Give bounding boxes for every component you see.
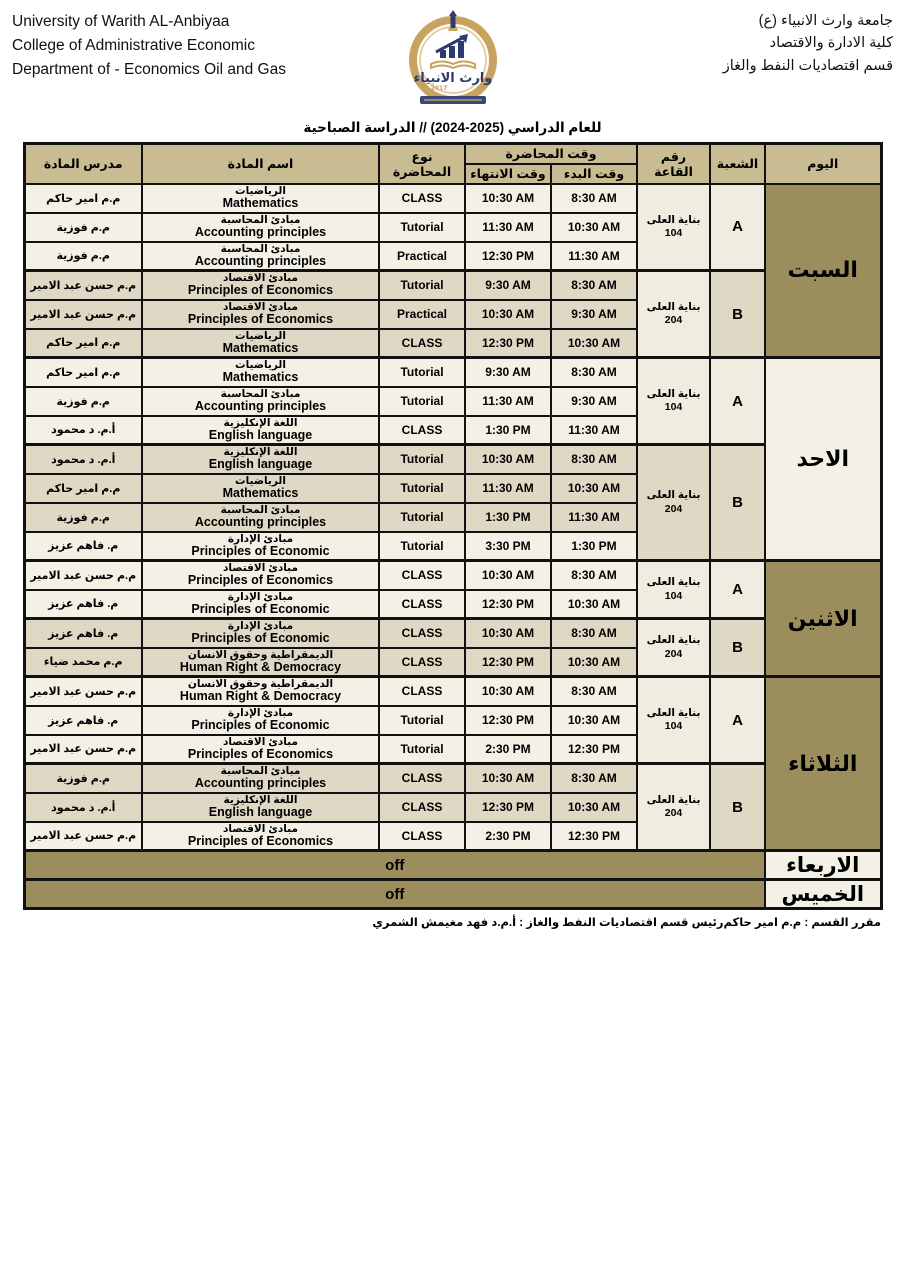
- end-time-cell: 12:30 PM: [465, 706, 551, 735]
- section-cell: A: [710, 677, 765, 764]
- start-time-cell: 10:30 AM: [551, 590, 637, 619]
- department-name-en: Department of - Economics Oil and Gas: [12, 61, 286, 79]
- university-emblem-icon: [398, 10, 508, 106]
- lecture-type-cell: Tutorial: [379, 706, 465, 735]
- off-cell: off: [24, 851, 765, 880]
- end-time-cell: 1:30 PM: [465, 503, 551, 532]
- room-number: 104: [664, 401, 683, 413]
- lecture-type-cell: Tutorial: [379, 213, 465, 242]
- subject-cell: [142, 184, 379, 213]
- logo-calligraphy: وارث الانبياء: [413, 71, 492, 86]
- lecture-type-cell: CLASS: [379, 329, 465, 358]
- section-cell: B: [710, 764, 765, 851]
- room-cell: [637, 271, 710, 358]
- section-cell: A: [710, 358, 765, 445]
- end-time-cell: 1:30 PM: [465, 416, 551, 445]
- subject-cell: [142, 706, 379, 735]
- room-building: بناية العلى: [646, 576, 701, 589]
- start-time-cell: 8:30 AM: [551, 184, 637, 213]
- start-time-cell: 8:30 AM: [551, 358, 637, 387]
- start-time-cell: 8:30 AM: [551, 445, 637, 474]
- day-cell-thursday: الخميس: [765, 880, 881, 909]
- subject-arabic: الديمقراطية وحقوق الانسان: [187, 648, 334, 661]
- university-logo: [393, 10, 513, 106]
- subject-cell: [142, 358, 379, 387]
- room-cell: [637, 619, 710, 677]
- subject-cell: [142, 271, 379, 300]
- schedule-row: [24, 184, 881, 213]
- start-time-cell: 11:30 AM: [551, 242, 637, 271]
- room-number: 204: [664, 647, 683, 660]
- section-cell: B: [710, 445, 765, 561]
- subject-english: Accounting principles: [194, 515, 327, 530]
- lecture-type-cell: CLASS: [379, 677, 465, 706]
- subject-english: Accounting principles: [194, 776, 327, 791]
- start-time-cell: 10:30 AM: [551, 213, 637, 242]
- end-time-cell: 10:30 AM: [465, 677, 551, 706]
- column-header-subject: اسم المادة: [142, 144, 379, 184]
- subject-arabic: مبادئ الاقتصاد: [223, 562, 298, 575]
- section-cell: A: [710, 561, 765, 619]
- subject-arabic: الديمقراطية وحقوق الانسان: [187, 678, 334, 691]
- subject-arabic: مبادئ المحاسبة: [220, 504, 301, 517]
- subject-english: Principles of Economic: [191, 718, 330, 733]
- subject-cell: [142, 735, 379, 764]
- lecture-type-cell: CLASS: [379, 648, 465, 677]
- schedule-row: [24, 677, 881, 706]
- schedule-title: للعام الدراسي (2025-2024) // الدراسة الصباحية: [303, 120, 602, 135]
- subject-cell: [142, 561, 379, 590]
- start-time-cell: 8:30 AM: [551, 561, 637, 590]
- subject-arabic: الرياضيات: [235, 475, 286, 488]
- room-cell: [637, 561, 710, 619]
- subject-english: Principles of Economic: [191, 543, 330, 558]
- subject-arabic: مبادئ المحاسبة: [220, 388, 301, 401]
- document-header: [0, 0, 905, 106]
- day-cell-tuesday: الثلاثاء: [765, 677, 881, 851]
- department-chair-signature: رئيس قسم اقتصاديات النفط والغاز : أ.م.د فهد مغيمش الشمري: [372, 917, 724, 929]
- day-cell-wednesday: الاربعاء: [765, 851, 881, 880]
- subject-english: Accounting principles: [194, 225, 327, 240]
- subject-cell: [142, 387, 379, 416]
- subject-cell: [142, 793, 379, 822]
- arabic-header-block: [563, 10, 893, 77]
- teacher-cell: م.م فوزية: [24, 387, 142, 416]
- end-time-cell: 3:30 PM: [465, 532, 551, 561]
- department-name-ar: قسم اقتصاديات النفط والغاز: [722, 57, 893, 74]
- room-building: بناية العلى: [646, 387, 701, 400]
- room-number: 104: [664, 720, 683, 732]
- column-header-end-time: وقت الانتهاء: [465, 164, 551, 184]
- room-number: 104: [664, 226, 683, 239]
- teacher-cell: أ.م. د محمود: [24, 793, 142, 822]
- room-building: بناية العلى: [646, 300, 701, 313]
- teacher-cell: م.م امير حاكم: [24, 474, 142, 503]
- room-building: بناية العلى: [646, 213, 701, 226]
- subject-arabic: مبادئ الإدارة: [227, 707, 294, 720]
- subject-cell: [142, 764, 379, 793]
- lecture-type-cell: Tutorial: [379, 271, 465, 300]
- end-time-cell: 10:30 AM: [465, 619, 551, 648]
- room-number: 204: [664, 502, 683, 515]
- subject-english: Principles of Economic: [191, 631, 330, 646]
- subject-english: Accounting principles: [194, 399, 327, 414]
- room-number: 204: [664, 314, 683, 326]
- column-header-time-group: وقت المحاضرة: [465, 144, 637, 164]
- subject-arabic: مبادئ المحاسبة: [220, 242, 301, 255]
- subject-english: Principles of Economic: [191, 601, 330, 616]
- start-time-cell: 10:30 AM: [551, 474, 637, 503]
- subject-arabic: اللغة الإنكليزية: [223, 446, 298, 459]
- wednesday-off-row: [24, 851, 881, 880]
- subject-cell: [142, 300, 379, 329]
- teacher-cell: م.م حسن عبد الامير: [24, 561, 142, 590]
- teacher-cell: م.م حسن عبد الامير: [24, 822, 142, 851]
- section-cell: B: [710, 619, 765, 677]
- teacher-cell: م.م امير حاكم: [24, 184, 142, 213]
- subject-arabic: اللغة الإنكليزية: [223, 794, 298, 807]
- subject-arabic: مبادئ الاقتصاد: [223, 822, 298, 835]
- teacher-cell: م.م امير حاكم: [24, 358, 142, 387]
- subject-arabic: اللغة الإنكليزية: [223, 416, 298, 429]
- column-header-type: نوع المحاضرة: [379, 144, 465, 184]
- day-cell-saturday: السبت: [765, 184, 881, 358]
- lecture-type-cell: Tutorial: [379, 358, 465, 387]
- teacher-cell: م.م محمد ضياء: [24, 648, 142, 677]
- start-time-cell: 11:30 AM: [551, 503, 637, 532]
- subject-arabic: الرياضيات: [235, 185, 286, 198]
- day-cell-sunday: الاحد: [765, 358, 881, 561]
- lecture-type-cell: CLASS: [379, 561, 465, 590]
- subject-cell: [142, 445, 379, 474]
- start-time-cell: 10:30 AM: [551, 648, 637, 677]
- teacher-cell: م. فاهم عزيز: [24, 532, 142, 561]
- column-header-room: رقم القاعة: [637, 144, 710, 184]
- subject-arabic: مبادئ الإدارة: [227, 620, 294, 633]
- teacher-cell: م. فاهم عزيز: [24, 590, 142, 619]
- college-name-ar: كلية الادارة والاقتصاد: [769, 35, 893, 52]
- end-time-cell: 11:30 AM: [465, 213, 551, 242]
- start-time-cell: 8:30 AM: [551, 619, 637, 648]
- teacher-cell: م.م فوزية: [24, 503, 142, 532]
- subject-english: English language: [208, 457, 313, 472]
- college-name-en: College of Administrative Economic: [12, 37, 255, 55]
- subject-arabic: مبادئ المحاسبة: [220, 765, 301, 778]
- university-name-ar: جامعة وارث الانبياء (ع): [758, 13, 893, 29]
- schedule-row: [24, 561, 881, 590]
- schedule-row: [24, 271, 881, 300]
- day-cell-monday: الاثنين: [765, 561, 881, 677]
- end-time-cell: 12:30 PM: [465, 329, 551, 358]
- subject-english: Principles of Economics: [187, 283, 334, 298]
- teacher-cell: م.م حسن عبد الامير: [24, 271, 142, 300]
- lecture-type-cell: Tutorial: [379, 474, 465, 503]
- end-time-cell: 10:30 AM: [465, 561, 551, 590]
- subject-arabic: مبادئ الاقتصاد: [223, 272, 298, 285]
- start-time-cell: 10:30 AM: [551, 329, 637, 358]
- subject-english: Principles of Economics: [187, 573, 334, 588]
- start-time-cell: 8:30 AM: [551, 677, 637, 706]
- room-cell: [637, 764, 710, 851]
- end-time-cell: 10:30 AM: [465, 445, 551, 474]
- teacher-cell: م. فاهم عزيز: [24, 706, 142, 735]
- schedule-table: [23, 142, 883, 910]
- end-time-cell: 2:30 PM: [465, 822, 551, 851]
- lecture-type-cell: CLASS: [379, 764, 465, 793]
- room-cell: [637, 677, 710, 764]
- english-header-block: [12, 10, 342, 82]
- room-number: 204: [664, 807, 683, 819]
- room-building: بناية العلى: [646, 793, 701, 806]
- subject-english: Mathematics: [222, 486, 299, 501]
- section-cell: B: [710, 271, 765, 358]
- subject-english: Mathematics: [222, 196, 299, 211]
- subject-english: Mathematics: [222, 370, 299, 385]
- teacher-cell: م.م حسن عبد الامير: [24, 677, 142, 706]
- section-cell: A: [710, 184, 765, 271]
- document-footer: [24, 915, 881, 929]
- end-time-cell: 12:30 PM: [465, 793, 551, 822]
- schedule-row: [24, 619, 881, 648]
- subject-cell: [142, 590, 379, 619]
- teacher-cell: م. فاهم عزيز: [24, 619, 142, 648]
- subject-english: Principles of Economics: [187, 312, 334, 327]
- subject-cell: [142, 242, 379, 271]
- subject-english: English language: [208, 805, 313, 820]
- schedule-row: [24, 764, 881, 793]
- lecture-type-cell: CLASS: [379, 619, 465, 648]
- lecture-type-cell: Tutorial: [379, 445, 465, 474]
- thursday-off-row: [24, 880, 881, 909]
- lecture-type-cell: Tutorial: [379, 503, 465, 532]
- end-time-cell: 12:30 PM: [465, 242, 551, 271]
- room-cell: [637, 445, 710, 561]
- room-cell: [637, 184, 710, 271]
- teacher-cell: م.م فوزية: [24, 764, 142, 793]
- subject-english: Accounting principles: [194, 253, 327, 268]
- start-time-cell: 11:30 AM: [551, 416, 637, 445]
- subject-english: Human Right & Democracy: [179, 659, 342, 674]
- university-name-en: University of Warith AL-Anbiyaa: [12, 13, 230, 30]
- lecture-type-cell: CLASS: [379, 822, 465, 851]
- end-time-cell: 10:30 AM: [465, 764, 551, 793]
- start-time-cell: 8:30 AM: [551, 764, 637, 793]
- teacher-cell: م.م فوزية: [24, 213, 142, 242]
- subject-arabic: الرياضيات: [235, 359, 286, 372]
- start-time-cell: 9:30 AM: [551, 300, 637, 329]
- lecture-type-cell: Practical: [379, 300, 465, 329]
- teacher-cell: م.م فوزية: [24, 242, 142, 271]
- teacher-cell: م.م حسن عبد الامير: [24, 300, 142, 329]
- subject-cell: [142, 532, 379, 561]
- room-cell: [637, 358, 710, 445]
- subject-english: Principles of Economics: [187, 833, 334, 848]
- subject-cell: [142, 648, 379, 677]
- start-time-cell: 8:30 AM: [551, 271, 637, 300]
- room-building: بناية العلى: [646, 489, 701, 502]
- lecture-type-cell: Tutorial: [379, 532, 465, 561]
- subject-cell: [142, 213, 379, 242]
- subject-arabic: مبادئ الإدارة: [227, 590, 294, 603]
- teacher-cell: م.م امير حاكم: [24, 329, 142, 358]
- start-time-cell: 1:30 PM: [551, 532, 637, 561]
- teacher-cell: م.م حسن عبد الامير: [24, 735, 142, 764]
- lecture-type-cell: Tutorial: [379, 387, 465, 416]
- subject-cell: [142, 822, 379, 851]
- start-time-cell: 10:30 AM: [551, 793, 637, 822]
- end-time-cell: 11:30 AM: [465, 387, 551, 416]
- teacher-cell: أ.م. د محمود: [24, 445, 142, 474]
- lecture-type-cell: CLASS: [379, 184, 465, 213]
- subject-arabic: مبادئ الإدارة: [227, 532, 294, 545]
- start-time-cell: 12:30 PM: [551, 735, 637, 764]
- subject-cell: [142, 416, 379, 445]
- subject-arabic: الرياضيات: [235, 329, 286, 342]
- teacher-cell: أ.م. د محمود: [24, 416, 142, 445]
- start-time-cell: 12:30 PM: [551, 822, 637, 851]
- end-time-cell: 9:30 AM: [465, 358, 551, 387]
- schedule-row: [24, 445, 881, 474]
- column-header-section: الشعبة: [710, 144, 765, 184]
- end-time-cell: 12:30 PM: [465, 590, 551, 619]
- subject-arabic: مبادئ المحاسبة: [220, 214, 301, 227]
- subject-cell: [142, 619, 379, 648]
- end-time-cell: 10:30 AM: [465, 300, 551, 329]
- room-building: بناية العلى: [646, 634, 701, 647]
- subject-cell: [142, 677, 379, 706]
- subject-english: English language: [208, 427, 313, 442]
- column-header-teacher: مدرس المادة: [24, 144, 142, 184]
- end-time-cell: 9:30 AM: [465, 271, 551, 300]
- column-header-day: اليوم: [765, 144, 881, 184]
- schedule-row: [24, 358, 881, 387]
- lecture-type-cell: Tutorial: [379, 735, 465, 764]
- subject-cell: [142, 503, 379, 532]
- table-header: [24, 144, 881, 184]
- subject-cell: [142, 329, 379, 358]
- room-building: بناية العلى: [646, 706, 701, 719]
- end-time-cell: 2:30 PM: [465, 735, 551, 764]
- lecture-type-cell: CLASS: [379, 793, 465, 822]
- subject-english: Human Right & Democracy: [179, 689, 342, 704]
- room-number: 104: [664, 589, 683, 602]
- department-coordinator-signature: مقرر القسم : م.م امير حاكم: [723, 917, 881, 929]
- lecture-type-cell: CLASS: [379, 416, 465, 445]
- start-time-cell: 10:30 AM: [551, 706, 637, 735]
- subject-arabic: مبادئ الاقتصاد: [223, 735, 298, 748]
- start-time-cell: 9:30 AM: [551, 387, 637, 416]
- subject-english: Mathematics: [222, 340, 299, 355]
- subject-english: Principles of Economics: [187, 746, 334, 761]
- column-header-start-time: وقت البدء: [551, 164, 637, 184]
- off-cell: off: [24, 880, 765, 909]
- subject-cell: [142, 474, 379, 503]
- lecture-type-cell: Practical: [379, 242, 465, 271]
- logo-year: 2017: [430, 85, 447, 92]
- lecture-type-cell: CLASS: [379, 590, 465, 619]
- end-time-cell: 11:30 AM: [465, 474, 551, 503]
- subject-arabic: مبادئ الاقتصاد: [223, 301, 298, 314]
- end-time-cell: 10:30 AM: [465, 184, 551, 213]
- end-time-cell: 12:30 PM: [465, 648, 551, 677]
